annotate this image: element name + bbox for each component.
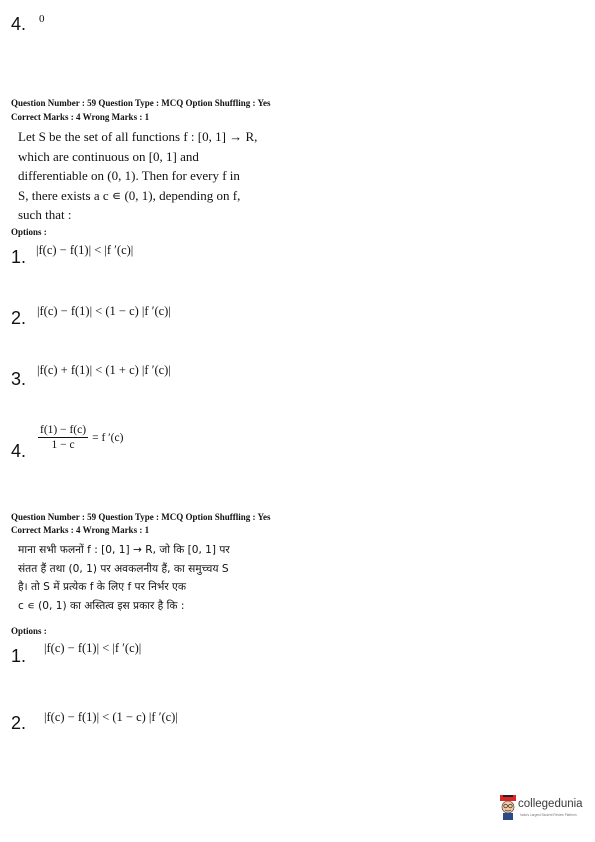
fraction [38, 424, 88, 451]
question-line: संतत हैं तथा (0, 1) पर अवकलनीय हैं, का समुच्चय S [18, 562, 229, 575]
options-label: Options : [11, 626, 47, 636]
option-fraction-expression [38, 424, 123, 451]
question-line: S, there exists a c ∊ (0, 1), depending on f, [18, 187, 241, 203]
question-line: है। तो S में प्रत्येक f के लिए f पर निर्भर एक [18, 581, 187, 593]
question-text-hindi [18, 541, 230, 615]
option-number: 4. [11, 441, 27, 461]
option-text: |f(c) + f(1)| < (1 + c) |f ′(c)| [37, 363, 171, 377]
options-label: Options : [11, 227, 47, 237]
prev-option-number: 4. [11, 14, 27, 34]
question-meta-line2: Correct Marks : 4 Wrong Marks : 1 [11, 525, 150, 535]
logo-tagline: India's Largest Student Review Platform [520, 813, 577, 817]
question-line: माना सभी फलनों f : [0, 1] → R, जो कि [0, 1] पर [18, 544, 230, 556]
mascot-icon [498, 795, 518, 821]
prev-option-value: 0 [39, 13, 45, 25]
option-text: |f(c) − f(1)| < |f ′(c)| [36, 243, 134, 257]
option-number: 1. [11, 646, 27, 666]
collegedunia-logo [498, 795, 588, 823]
option-number: 2. [11, 308, 27, 328]
question-line: c ∊ (0, 1) का अस्तित्व इस प्रकार है कि : [18, 599, 185, 612]
fraction-rhs: = f ′(c) [92, 431, 124, 444]
logo-wordmark: collegedunia [518, 798, 583, 810]
fraction-numerator: f(1) − f(c) [40, 424, 87, 436]
option-text: |f(c) − f(1)| < (1 − c) |f ′(c)| [37, 304, 171, 318]
question-line: differentiable on (0, 1). Then for every f in [18, 168, 240, 183]
fraction-denominator: 1 − c [51, 439, 75, 451]
option-text: |f(c) − f(1)| < |f ′(c)| [44, 641, 142, 655]
question-text [18, 127, 257, 225]
question-meta-line1: Question Number : 59 Question Type : MCQ Option Shuffling : Yes [11, 512, 271, 522]
question-line: which are continuous on [0, 1] and [18, 148, 199, 164]
question-line: such that : [18, 207, 72, 222]
question-meta-line1: Question Number : 59 Question Type : MCQ Option Shuffling : Yes [11, 98, 271, 108]
question-meta-line2: Correct Marks : 4 Wrong Marks : 1 [11, 112, 150, 122]
option-number: 2. [11, 713, 27, 733]
option-text: |f(c) − f(1)| < (1 − c) |f ′(c)| [44, 710, 178, 724]
option-number: 1. [11, 247, 27, 267]
question-line: Let S be the set of all functions f : [0, 1] → R, [18, 129, 258, 144]
option-number: 3. [11, 369, 27, 389]
